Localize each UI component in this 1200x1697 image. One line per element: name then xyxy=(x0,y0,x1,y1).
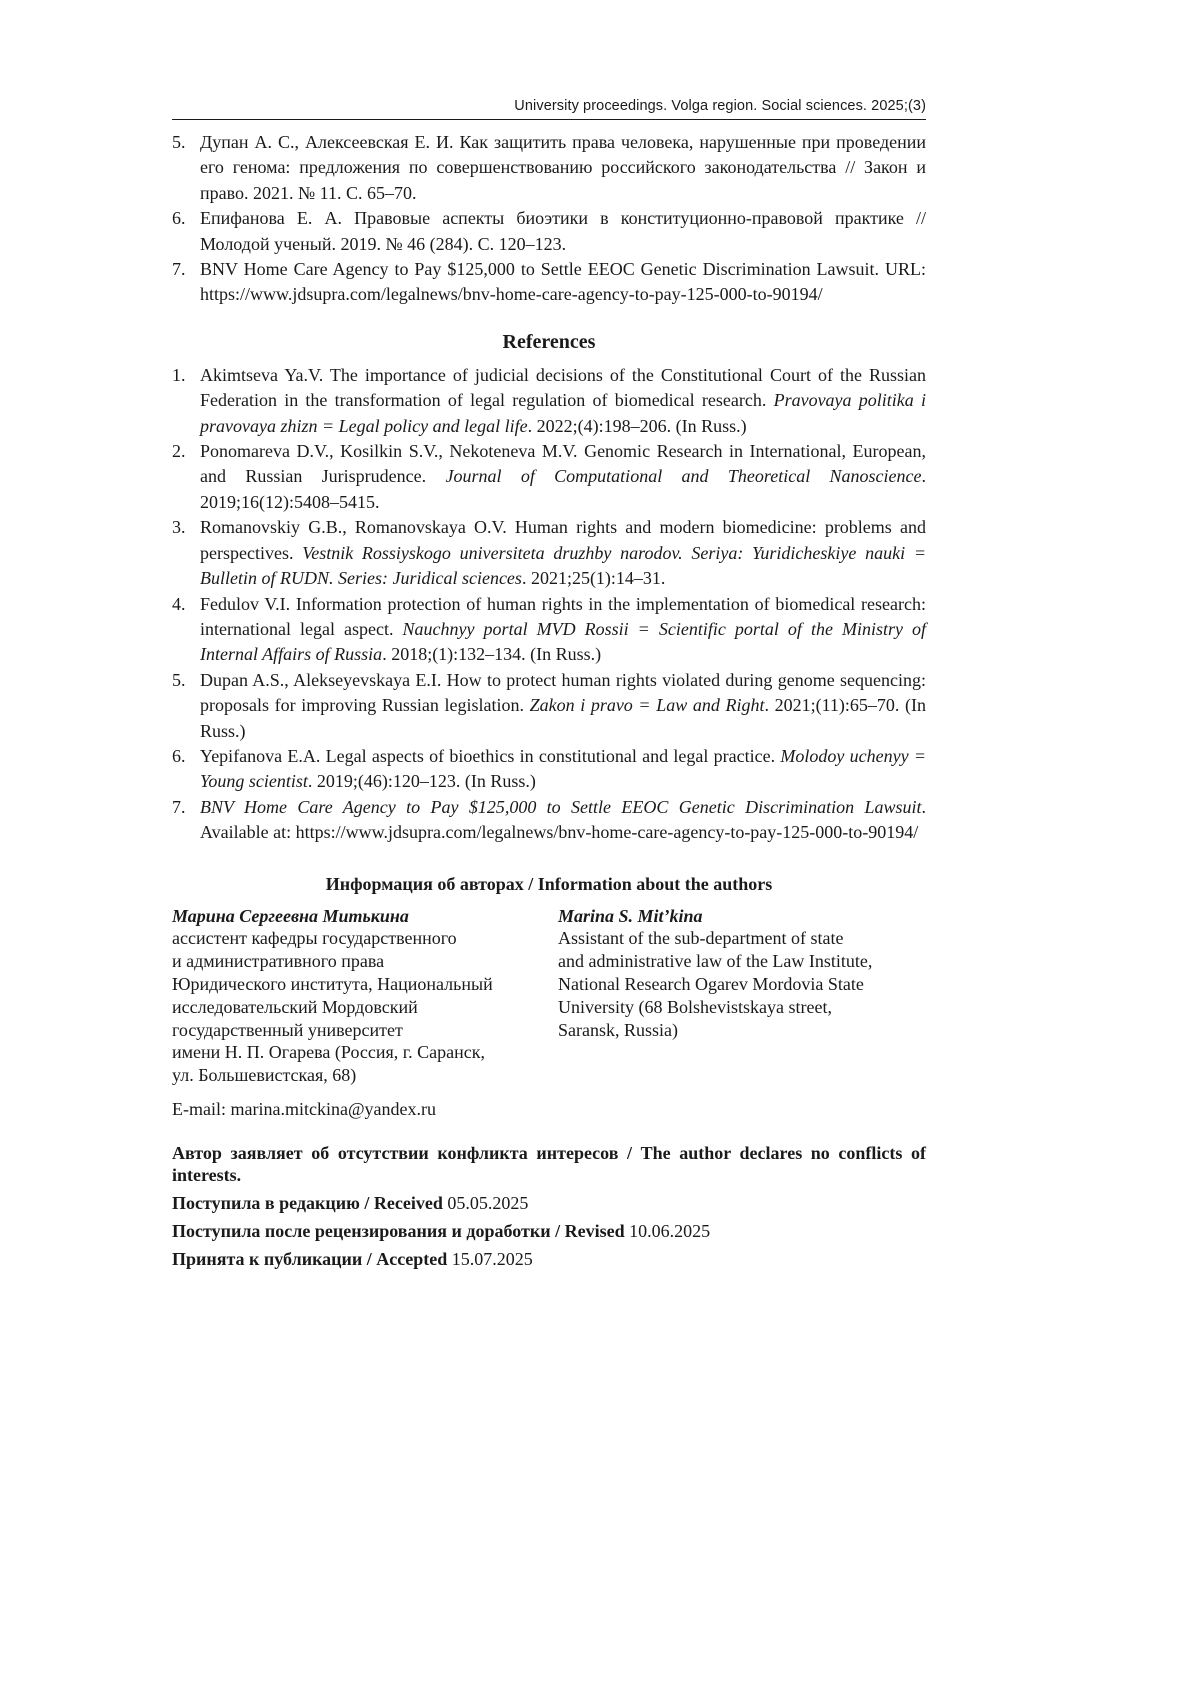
reference-text: BNV Home Care Agency to Pay $125,000 to Settle EEOC Genetic Discrimination Lawsuit. URL: https://www.jdsupra.com/legalnews/bnv-home-care-agency-to-pay-125-000-to-90194/ xyxy=(200,259,926,305)
reference-source: BNV Home Care Agency to Pay $125,000 to Settle EEOC Genetic Discrimination Lawsuit xyxy=(200,796,922,817)
reference-number: 5. xyxy=(172,669,186,690)
author-affiliation-line: государственный университет xyxy=(172,1019,403,1040)
reference-item xyxy=(172,206,926,257)
author-info-english xyxy=(558,905,926,1087)
reference-authors-title: Ponomareva D.V., Kosilkin S.V., Nekoteneva M.V. Genomic Research in International, European, and Russian Jurisprudence. xyxy=(200,441,926,487)
references-heading: References xyxy=(502,330,596,353)
reference-number: 3. xyxy=(172,517,186,538)
accepted-date: 15.07.2025 xyxy=(451,1248,533,1269)
reference-source: Zakon i pravo = Law and Right xyxy=(529,695,765,716)
reference-item xyxy=(172,592,926,668)
author-affiliation-line: Юридического института, Национальный xyxy=(172,973,493,994)
reference-text: Дупан А. С., Алексеевская Е. И. Как защитить права человека, нарушенные при проведении его генома: предложения по совершенствованию российского законодательства // Закон и право. 2021. № 11. С. 65–70. xyxy=(200,132,926,203)
accepted-line xyxy=(172,1248,926,1270)
revised-date: 10.06.2025 xyxy=(629,1220,711,1241)
reference-number: 6. xyxy=(172,208,186,229)
author-affiliation-line: National Research Ogarev Mordovia State xyxy=(558,973,864,994)
author-info xyxy=(172,905,926,1087)
reference-number: 5. xyxy=(172,132,186,152)
reference-item xyxy=(172,363,926,439)
reference-item xyxy=(172,744,926,795)
author-affiliation-line: исследовательский Мордовский xyxy=(172,996,418,1017)
conflict-of-interest: Автор заявляет об отсутствии конфликта интересов / The author declares no conflicts of interests. xyxy=(172,1142,926,1185)
article-metadata xyxy=(172,1142,926,1270)
authors-heading: Информация об авторах / Information about the authors xyxy=(325,873,773,894)
author-affiliation-line: ул. Большевистская, 68) xyxy=(172,1065,357,1086)
author-info-russian xyxy=(172,905,558,1087)
received-line xyxy=(172,1192,926,1214)
author-affiliation-line: ассистент кафедры государственного xyxy=(172,928,457,949)
reference-item xyxy=(172,257,926,308)
author-affiliation-line: University (68 Bolshevistskaya street, xyxy=(558,996,832,1017)
reference-item xyxy=(172,668,926,744)
author-name-english: Marina S. Mit’kina xyxy=(558,905,703,926)
revised-label: Поступила после рецензирования и доработки / Revised xyxy=(172,1220,625,1241)
reference-source: Molodoy uchenyy = Young scientist xyxy=(200,745,926,792)
reference-item xyxy=(172,795,926,846)
reference-source: Pravovaya politika i pravovaya zhizn = Legal policy and legal life xyxy=(200,390,926,436)
reference-number: 2. xyxy=(172,441,186,462)
reference-authors-title: Yepifanova E.A. Legal aspects of bioethics in constitutional and legal practice. xyxy=(200,745,781,766)
author-affiliation-line: имени Н. П. Огарева (Россия, г. Саранск, xyxy=(172,1042,485,1063)
revised-line xyxy=(172,1220,926,1242)
reference-details: . 2019;(46):120–123. (In Russ.) xyxy=(307,771,536,792)
reference-details: . 2019;16(12):5408–5415. xyxy=(200,466,927,512)
reference-authors-title: Fedulov V.I. Information protection of human rights in the implementation of biomedical research: international legal aspect. xyxy=(200,593,926,639)
author-name-russian: Марина Сергеевна Митькина xyxy=(172,905,409,926)
reference-details: . Available at: https://www.jdsupra.com/legalnews/bnv-home-care-agency-to-pay-125-000-to-90194/ xyxy=(200,796,926,843)
journal-page xyxy=(172,98,926,1276)
reference-details: . 2021;25(1):14–31. xyxy=(521,568,666,589)
accepted-label: Принята к публикации / Accepted xyxy=(172,1248,448,1269)
reference-source: Journal of Computational and Theoretical Nanoscience xyxy=(445,466,922,487)
reference-details: . 2021;(11):65–70. (In Russ.) xyxy=(200,695,927,741)
reference-number: 7. xyxy=(172,259,186,280)
reference-text: Епифанова Е. А. Правовые аспекты биоэтики в конституционно-правовой практике // Молодой ученый. 2019. № 46 (284). С. 120–123. xyxy=(200,208,926,254)
reference-number: 6. xyxy=(172,745,186,766)
reference-item xyxy=(172,439,926,515)
reference-item xyxy=(172,130,926,206)
author-affiliation-line: Assistant of the sub-department of state xyxy=(558,928,844,949)
reference-number: 1. xyxy=(172,364,186,385)
reference-item xyxy=(172,515,926,591)
author-affiliation-line: и административного права xyxy=(172,951,385,972)
received-date: 05.05.2025 xyxy=(447,1192,529,1213)
author-affiliation-line: Saransk, Russia) xyxy=(558,1019,678,1040)
running-header: University proceedings. Volga region. Social sciences. 2025;(3) xyxy=(172,98,926,120)
received-label: Поступила в редакцию / Received xyxy=(172,1192,443,1213)
reference-source: Vestnik Rossiyskogo universiteta druzhby narodov. Seriya: Yuridicheskiye nauki = Bulletin of RUDN. Series: Juridical sciences xyxy=(200,542,926,589)
reference-number: 4. xyxy=(172,593,186,614)
reference-details: . 2022;(4):198–206. (In Russ.) xyxy=(527,415,747,436)
reference-details: . 2018;(1):132–134. (In Russ.) xyxy=(382,644,602,665)
reference-number: 7. xyxy=(172,796,186,817)
author-affiliation-line: and administrative law of the Law Institute, xyxy=(558,951,873,972)
reference-authors-title: Akimtseva Ya.V. The importance of judicial decisions of the Constitutional Court of the Russian Federation in the transformation of legal regulation of biomedical research. xyxy=(200,364,926,411)
reference-source: Nauchnyy portal MVD Rossii = Scientific portal of the Ministry of Internal Affairs of Russia xyxy=(200,618,927,665)
russian-reference-list xyxy=(172,130,926,308)
english-reference-list xyxy=(172,363,926,846)
reference-authors-title: Dupan A.S., Alekseyevskaya E.I. How to protect human rights violated during genome sequencing: proposals for improving Russian legislation. xyxy=(200,669,926,716)
author-email: E-mail: marina.mitckina@yandex.ru xyxy=(172,1098,436,1119)
reference-authors-title: Romanovskiy G.B., Romanovskaya O.V. Human rights and modern biomedicine: problems and perspectives. xyxy=(200,517,926,563)
